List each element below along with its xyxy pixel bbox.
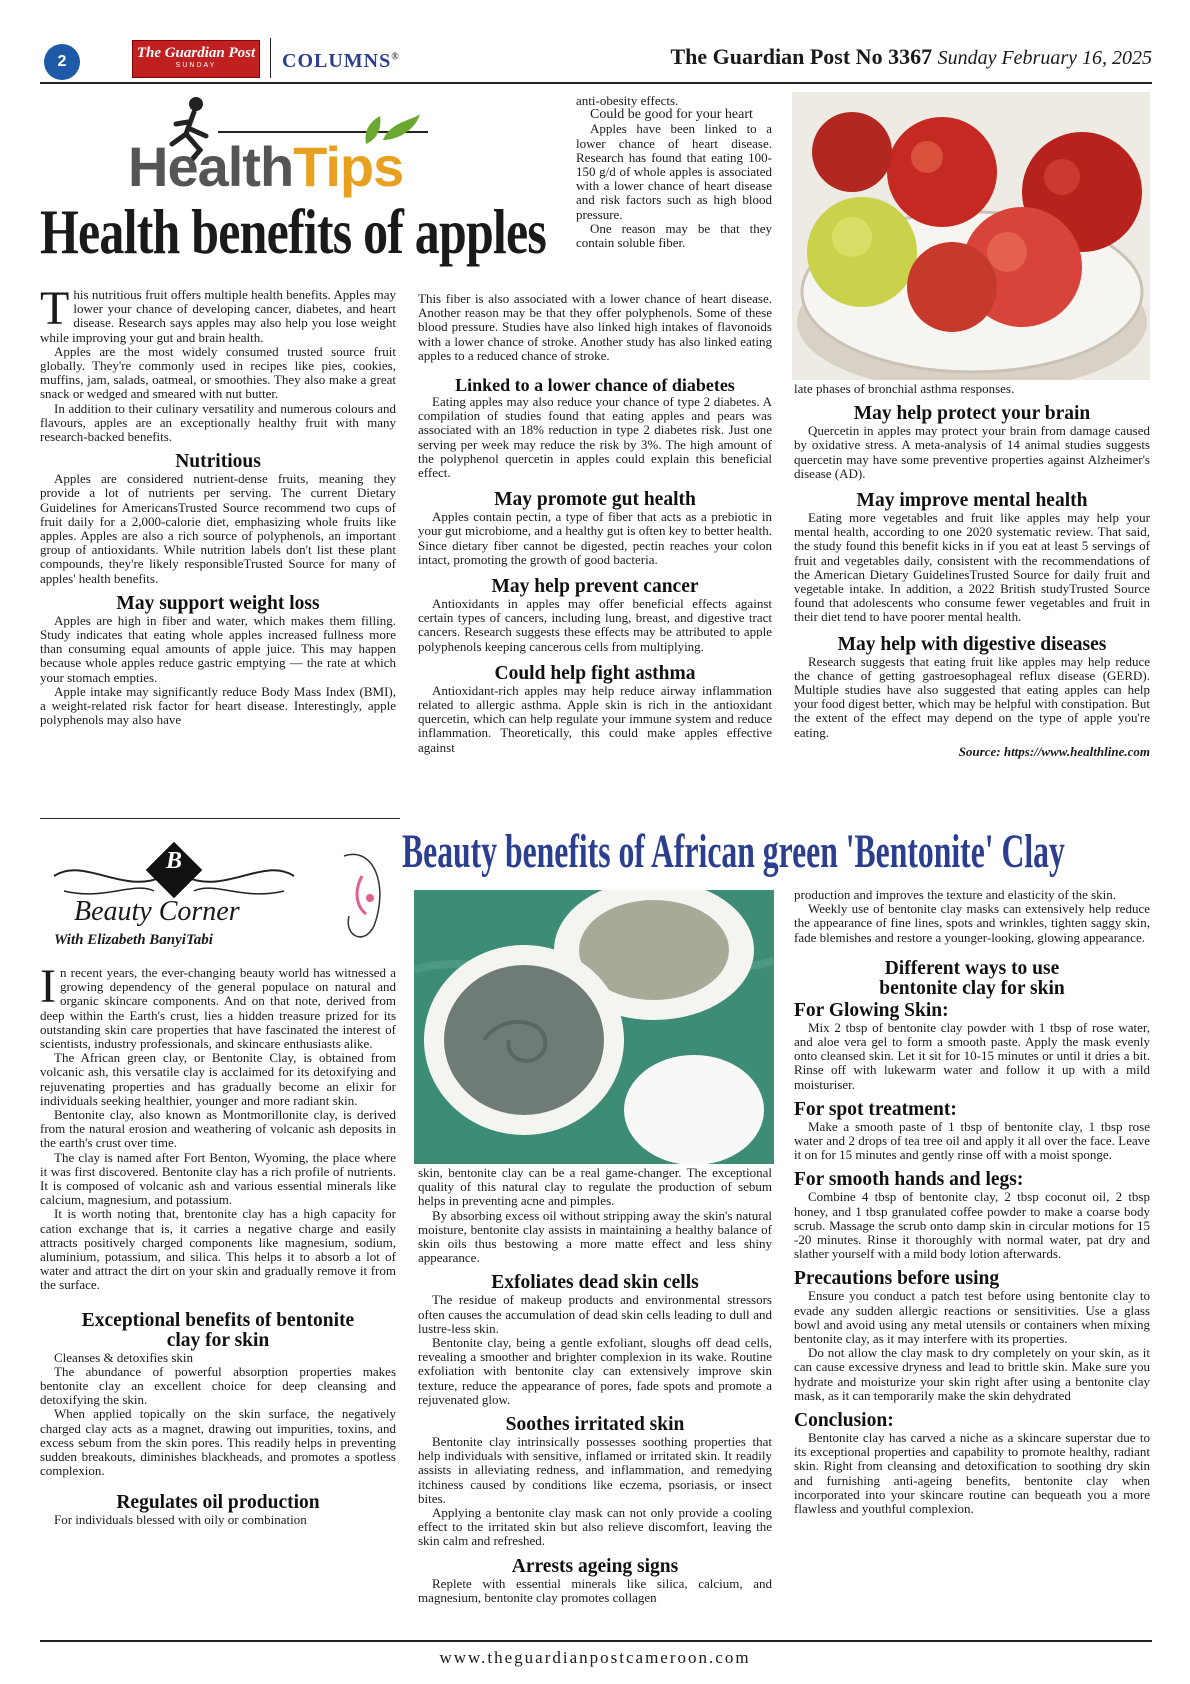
glow-para (794, 1021, 1150, 1092)
cleanse-para (40, 1407, 396, 1478)
para-text: Bentonite clay, also known as Montmorillonite clay, is derived from the natural erosion and weathering of volcanic ash deposits in the earth's crust over time. (40, 1107, 396, 1151)
para-text: Apples are the most widely consumed trusted source fruit globally. They're commonly used in recipes like pies, cookies, muffins, jam, salads, oatmeal, or smoothies. They also make a great snack or wedged and smeared with nut butter. (40, 343, 396, 402)
exceptional-heading: Exceptional benefits of bentonite clay for skin (81, 1309, 355, 1351)
health-col1 (40, 282, 396, 728)
para-text: By absorbing excess oil without stripping away the skin's natural moisture, bentonite clay assists in maintaining a healthy balance of skin oils thus bestowing a more matte effect and less shiny appearance. (418, 1207, 772, 1266)
cleanse-label (40, 1351, 396, 1365)
para-text: The African green clay, or Bentonite Clay, is obtained from volcanic ash, this versatile clay is acclaimed for its detoxifying and rejuvenating properties and has gradually become an elixir for individuals seeking healthier, younger and more radiant skin. (40, 1050, 396, 1108)
mental-para (794, 511, 1150, 625)
hands-para (794, 1190, 1150, 1261)
para-text: Weekly use of bentonite clay masks can extensively help reduce the appearance of fine lines, spots and wrinkles, tighten saggy skin, fade blemishes and restore a younger-looking, glowing appearance. (794, 901, 1150, 945)
logo-tips: Tips (293, 135, 404, 198)
para-text: The residue of makeup products and environmental stressors often causes the accumulation of dead skin cells leading to dull and lustre-less skin. (418, 1292, 772, 1336)
para-text: For individuals blessed with oily or combination (54, 1511, 307, 1527)
para-text: Eating more vegetables and fruit like apples may help your mental health, according to one 2020 systematic review. That said, the study found this benefit kicks in if you eat at least 5 servings of fruit and vegetables daily, consistent with the recommendations of the American Dietary GuidelinesTrusted Source for daily fruit and vegetable intake. In addition, a 2022 British studyTrusted Source found that adolescents who consume fewer vegetables and fruit in their diet tend to have poorer mental health. (794, 510, 1150, 625)
para-text: The abundance of powerful absorption properties makes bentonite clay an excellent choice for deep cleansing and detoxifying the skin. (40, 1363, 396, 1408)
asthma-heading: Could help fight asthma (494, 662, 696, 684)
issue-date: Sunday February 16, 2025 (937, 47, 1152, 69)
beauty-intro (40, 960, 396, 1052)
beauty-headline: Beauty benefits of African green 'Bentonite' Clay (402, 825, 1065, 878)
digest-para (794, 655, 1150, 740)
para-text: Ensure you conduct a patch test before using bentonite clay to evade any sudden allergic reactions or sensitivities. Use a glass bowl and avoid using any metal utensils or containers when mixing bentonite clay, as it may interfere with its properties. (794, 1288, 1150, 1347)
spot-para (794, 1120, 1150, 1163)
cleanse-para (40, 1365, 396, 1408)
logo-text: The Guardian Post (136, 45, 256, 61)
beauty-para (794, 902, 1150, 945)
para-text: Bentonite clay, being a gentle exfoliant, sloughs off dead cells, revealing a smoother and brighter complexion in its wake. Routine exfoliation with bentonite clay can extensively improve skin texture, reduce the appearance of pores, fade spots and promote a rejuvenated glow. (418, 1335, 772, 1407)
hands-heading: For smooth hands and legs: (794, 1169, 1024, 1191)
brain-para (794, 424, 1150, 481)
heart-heading: Could be good for your heart (590, 107, 753, 123)
spot-heading: For spot treatment: (794, 1098, 957, 1120)
heart-para (576, 222, 772, 250)
heart-para: This fiber is also associated with a lower chance of heart disease. Another reason may be that they offer polyphenols. Some of these blood pressure. Studies have also linked high intakes of flavonoids with a lower chance of stroke. Another study has also linked eating apples to a reduced chance of stroke. (418, 291, 772, 363)
health-para (40, 345, 396, 402)
health-headline: Health benefits of apples (40, 196, 547, 267)
beauty-para (40, 1051, 396, 1108)
oil-heading: Regulates oil production (116, 1491, 320, 1513)
beauty-para: production and improves the texture and elasticity of the skin. (794, 887, 1117, 902)
header-divider (270, 38, 271, 78)
beauty-corner-logo (44, 836, 394, 956)
weight-para (40, 685, 396, 728)
footer-rule (40, 1640, 1152, 1642)
health-para (40, 402, 396, 445)
soothe-heading: Soothes irritated skin (505, 1414, 685, 1436)
beauty-para (40, 1207, 396, 1292)
section-rule (40, 818, 400, 819)
beauty-col1 (40, 960, 396, 1527)
conclusion-heading: Conclusion: (794, 1410, 894, 1432)
issue-info (670, 44, 1152, 70)
para-text: Apples are considered nutrient-dense fruits, meaning they provide a lot of nutrients per serving. The current Dietary Guidelines for AmericansTrusted Source recommend two cups of fruit daily for a 2,000-calorie diet, emphasizing whole fruits like apples. Apples are also a rich source of polyphenols, an important group of antioxidants. While nutrition labels don't list these plant compounds, they're likely responsibleTrusted Source for many of apples' health benefits. (40, 471, 396, 586)
health-col3 (794, 382, 1150, 760)
para-text: Bentonite clay intrinsically possesses soothing properties that help individuals with sensitive, inflamed or irritated skin. It readily assists in alleviating redness, and inflammation, and remedying itchiness caused by conditions like eczema, psoriasis, or insect bites. (418, 1434, 772, 1506)
para-text: Apples have been linked to a lower chance of heart disease. Research has found that eating 100-150 g/d of whole apples is associated with a lower chance of heart disease and risk factors such as high blood pressure. (576, 121, 772, 222)
beauty-para (418, 1209, 772, 1266)
diabetes-para (418, 395, 772, 480)
health-para: anti-obesity effects. (576, 93, 679, 108)
heart-para (576, 122, 772, 221)
cancer-heading: May help prevent cancer (491, 576, 699, 598)
health-para: late phases of bronchial asthma responses. (794, 381, 1015, 396)
intro-text: n recent years, the ever-changing beauty world has witnessed a growing dependency of the general populace on natural and organic skincare components. And on that note, derived from deep within the Earth's crust, lies a hidden treasure prized for its outstanding skin care properties that have fascinated the interest of scientists, industry professionals, and skincare enthusiasts alike. (40, 965, 396, 1052)
conclusion-para (794, 1431, 1150, 1516)
glow-heading: For Glowing Skin: (794, 999, 949, 1021)
masthead-logo (132, 40, 260, 78)
nutritious-para (40, 472, 396, 586)
exfol-para (418, 1336, 772, 1407)
para-text: In addition to their culinary versatility and numerous colours and flavours, apples are an exceptionally healthy fruit with many research-backed benefits. (40, 400, 396, 445)
ageing-para (418, 1577, 772, 1605)
para-text: Antioxidant-rich apples may help reduce airway inflammation related to allergic asthma. Apple skin is rich in the antioxidant quercetin, which can help regulate your immune system and reduce inflammation. Theoretically, this could make apples effective against (418, 682, 772, 755)
brain-heading: May help protect your brain (853, 403, 1091, 425)
source-line: Source: https://www.healthline.com (958, 743, 1150, 759)
corner-title: Beauty Corner (74, 896, 240, 927)
gut-para (418, 510, 772, 567)
para-text: Combine 4 tbsp of bentonite clay, 2 tbsp coconut oil, 2 tbsp honey, and 1 tbsp granulated coffee powder to make a coarse body scrub. Massage the scrub onto damp skin in circular motions for 15 -20 minutes. Rinse it thoroughly with normal water, pat dry and slather yourself with a mild body lotion afterwards. (794, 1189, 1150, 1262)
para-text: Mix 2 tbsp of bentonite clay powder with 1 tbsp of rose water, and aloe vera gel to form a smooth paste. Apply the mask evenly onto cleansed skin. Let it sit for 10-15 minutes or until it dries a bit. Rinse off with lukewarm water and follow it up with a mild moisturiser. (794, 1019, 1150, 1092)
para-text: Apples contain pectin, a type of fiber that acts as a prebiotic in your gut microbiome, and a healthy gut is often key to better health. Since dietary fiber cannot be digested, pectin reaches your colon intact, promoting the growth of good bacteria. (418, 509, 772, 567)
corner-byline: With Elizabeth BanyiTabi (54, 932, 213, 948)
gut-heading: May promote gut health (494, 489, 696, 511)
exfol-heading: Exfoliates dead skin cells (491, 1272, 699, 1294)
prec-para (794, 1289, 1150, 1346)
soothe-para (418, 1435, 772, 1506)
cancer-para (418, 597, 772, 654)
beauty-col2 (418, 1166, 772, 1605)
registered-mark: ® (391, 51, 400, 63)
para-text: Antioxidants in apples may offer beneficial effects against certain types of cancers, including lung, breast, and digestive tract cancers. Research suggests these effects may be attributed to apple polyphenols keeping cancerous cells from multiplying. (418, 596, 772, 654)
para-text: Applying a bentonite clay mask can not only provide a cooling effect to the irritated skin but also relieve discomfort, leaving the skin calm and refreshed. (418, 1505, 772, 1549)
footer-url: www.theguardianpostcameroon.com (439, 1648, 751, 1667)
issue-number: The Guardian Post No 3367 (670, 44, 933, 69)
section-name: COLUMNS (282, 50, 392, 72)
para-text: The clay is named after Fort Benton, Wyoming, the place where it was first discovered. Bentonite clay has a rich profile of nutrients. It is composed of volcanic ash and various essential minerals like calcium, magnesium, and potassium. (40, 1149, 396, 1208)
ways-heading: Different ways to use bentonite clay for skin (879, 957, 1065, 999)
para-text: Apples are high in fiber and water, which makes them filling. Study indicates that eating whole apples increased fullness more than consuming equal amounts of apple juice. This may happen because whole apples reduce gastric emptying — the rate at which your stomach empties. (40, 612, 396, 685)
page-number-badge (44, 44, 80, 80)
nutritious-heading: Nutritious (175, 451, 261, 473)
para-text: Bentonite clay has carved a niche as a skincare superstar due to its exceptional properties and capability to promote healthy, radiant skin. Right from cleansing and detoxification to soothing dry skin and furnishing anti-ageing benefits, bentonite clay when incorporated into your skincare routine can bequeath you a more flawless and youthful complexion. (794, 1430, 1150, 1517)
health-tips-logo (128, 92, 438, 198)
para-text: When applied topically on the skin surface, the negatively charged clay acts as a magnet, drawing out impurities, toxins, and excess sebum from the skin pores. This readily helps in preventing sudden breakouts, diminishes blackheads, and promotes a spotless complexion. (40, 1406, 396, 1479)
logo-sub: SUNDAY (175, 62, 217, 69)
health-intro (40, 282, 396, 345)
intro-text: his nutritious fruit offers multiple health benefits. Apples may lower your chance of developing cancer, diabetes, and heart disease. Research says apples may also help you lose weight while improving your gut and brain health. (40, 287, 396, 345)
mental-heading: May improve mental health (856, 490, 1088, 512)
oil-para (40, 1513, 396, 1527)
beauty-para (40, 1151, 396, 1208)
beauty-para: skin, bentonite clay can be a real game-changer. The exceptional quality of this natural clay to regulate the production of sebum helps in preventing acne and pimples. (418, 1165, 772, 1209)
prec-para (794, 1346, 1150, 1403)
health-col2 (418, 292, 772, 755)
para-text: Quercetin in apples may protect your brain from damage caused by oxidative stress. A meta-analysis of 14 animal studies suggests quercetin may have some preventive properties against Alzheimer's disease (AD). (794, 423, 1150, 481)
exfol-para (418, 1293, 772, 1336)
apples-photo (792, 92, 1150, 380)
health-col2-top (576, 94, 772, 250)
weight-para (40, 614, 396, 685)
section-label (282, 50, 400, 73)
drop-cap: I (40, 960, 56, 1013)
weight-heading: May support weight loss (116, 592, 320, 614)
asthma-para (418, 684, 772, 755)
para-text: Do not allow the clay mask to dry completely on your skin, as it can cause excessive dryness and lead to brittle skin. Make sure you hydrate and moisturize your skin right after using a bentonite clay mask, as it can temporarily make the skin dehydrated (794, 1345, 1150, 1403)
corner-letter: B (165, 848, 182, 874)
diabetes-heading: Linked to a lower chance of diabetes (455, 375, 735, 396)
ageing-heading: Arrests ageing signs (511, 1555, 679, 1577)
beauty-para (40, 1108, 396, 1151)
para-text: Make a smooth paste of 1 tbsp of bentonite clay, 1 tbsp rose water and 2 drops of tea tree oil and apply it all over the face. Leave it on for 15 minutes and gently rinse off with a moist sponge. (794, 1118, 1150, 1163)
para-text: Apple intake may significantly reduce Body Mass Index (BMI), a weight-related risk factor for heart disease. Interestingly, apple polyphenols may also have (40, 683, 396, 728)
clay-photo (414, 890, 774, 1164)
para-text: One reason may be that they contain soluble fiber. (576, 220, 772, 251)
soothe-para (418, 1506, 772, 1549)
para-text: Replete with essential minerals like silica, calcium, and magnesium, bentonite clay promotes collagen (418, 1575, 772, 1605)
para-text: It is worth noting that, brentonite clay has a high capacity for cation exchange that is, it carries a negative charge and easily attracts positively charged components like magnesium, sodium, aluminium, potassium, and silica. This helps it to absorb a lot of water and attract the dirt on your skin and gradually remove it from the surface. (40, 1206, 396, 1293)
drop-cap: T (40, 282, 70, 335)
page-number: 2 (57, 53, 67, 70)
digest-heading: May help with digestive diseases (837, 633, 1107, 655)
header-rule (40, 82, 1152, 84)
para-text: Eating apples may also reduce your chance of type 2 diabetes. A compilation of studies found that eating apples and pears was associated with an 18% reduction in type 2 diabetes risk. Just one serving per week may reduce the risk by 3%. The high amount of the polyphenol quercetin in apples could explain this beneficial effect. (418, 394, 772, 481)
logo-health: Health (128, 135, 294, 198)
precautions-heading: Precautions before using (794, 1268, 1000, 1290)
beauty-col3 (794, 888, 1150, 1516)
para-text: Cleanses & detoxifies skin (54, 1349, 194, 1365)
para-text: Research suggests that eating fruit like apples may help reduce the chance of getting gastroesophageal reflux disease (GERD). Multiple studies have also suggested that eating apples can help your food digest better, which may be helpful with constipation. But the extent of the effect may depend on the type of apple you're eating. (794, 653, 1150, 740)
